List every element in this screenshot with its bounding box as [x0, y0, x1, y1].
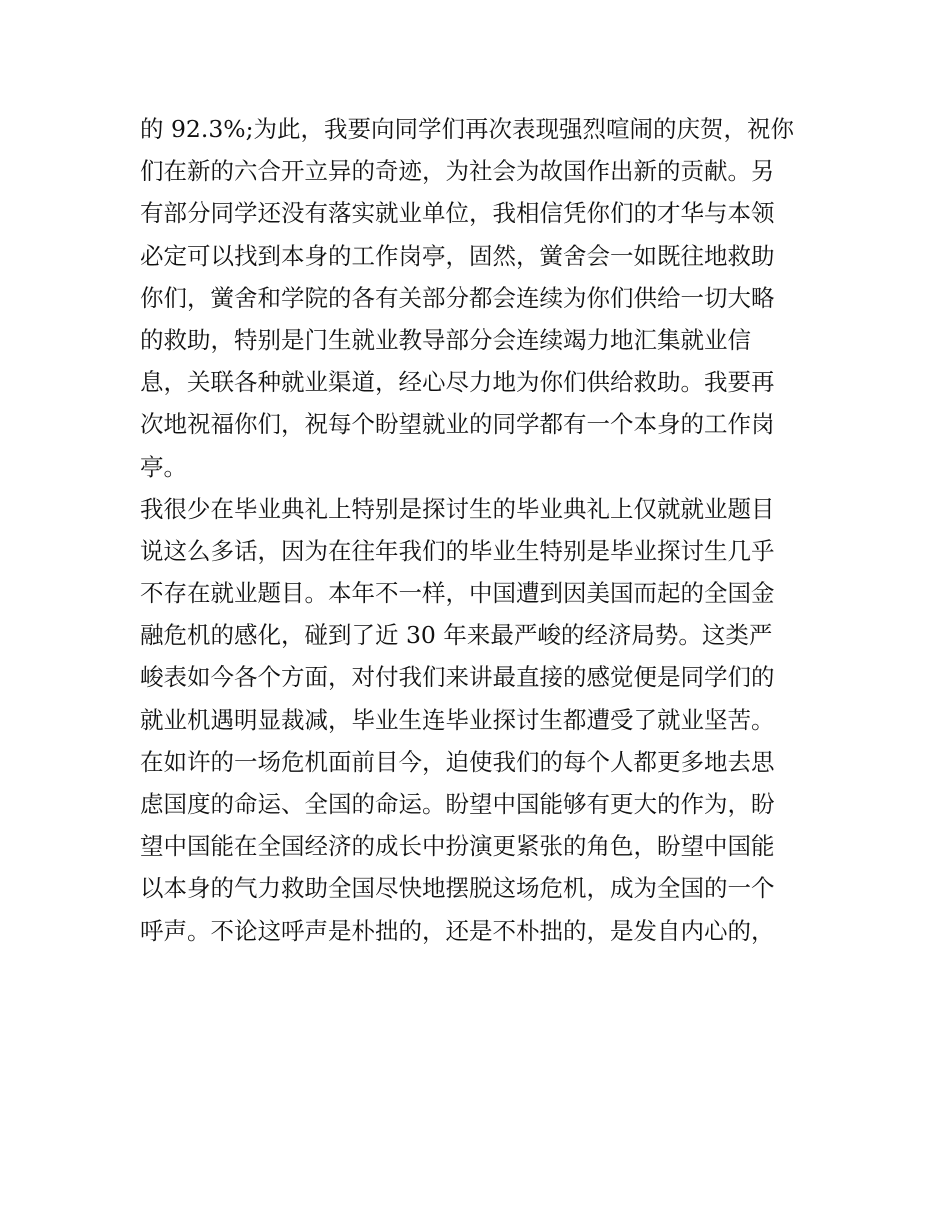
text-line: 息，关联各种就业渠道，经心尽力地为你们供给救助。我要再: [140, 368, 775, 397]
text-line: 有部分同学还没有落实就业单位，我相信凭你们的才华与本领: [140, 199, 775, 228]
text-line: 的救助，特别是门生就业教导部分会连续竭力地汇集就业信: [140, 325, 751, 354]
text-line: 望中国能在全国经济的成长中扮演更紧张的角色，盼望中国能: [140, 832, 775, 861]
text-line: 不存在就业题目。本年不一样，中国遭到因美国而起的全国金: [140, 579, 775, 608]
text-line: 必定可以找到本身的工作岗亭，固然，黉舍会一如既往地救助: [140, 241, 775, 270]
text-line: 说这么多话，因为在往年我们的毕业生特别是毕业探讨生几乎: [140, 536, 775, 565]
text-line: 次地祝福你们，祝每个盼望就业的同学都有一个本身的工作岗: [140, 410, 775, 439]
text-line: 的 92.3%;为此，我要向同学们再次表现强烈喧闹的庆贺，祝你: [140, 115, 795, 143]
text-line: 们在新的六合开立异的奇迹，为社会为故国作出新的贡献。另: [140, 157, 775, 186]
text-line: 融危机的感化，碰到了近 30 年来最严峻的经济局势。这类严: [140, 621, 773, 650]
text-line: 虑国度的命运、全国的命运。盼望中国能够有更大的作为，盼: [140, 790, 775, 818]
body-text: [140, 108, 820, 952]
text-line: 以本身的气力救助全国尽快地摆脱这场危机，成为全国的一个: [140, 874, 775, 903]
text-line: 就业机遇明显裁减，毕业生连毕业探讨生都遭受了就业坚苦。: [140, 705, 775, 734]
text-line: 我很少在毕业典礼上特别是探讨生的毕业典礼上仅就就业题目: [140, 494, 775, 523]
text-line: 峻表如今各个方面，对付我们来讲最直接的感觉便是同学们的: [140, 663, 775, 692]
text-line: 你们，黉舍和学院的各有关部分都会连续为你们供给一切大略: [140, 283, 775, 312]
text-line: 亭。: [140, 452, 187, 481]
text-line: 在如许的一场危机面前目今，迫使我们的每个人都更多地去思: [140, 747, 775, 776]
text-line: 呼声。不论这呼声是朴拙的，还是不朴拙的，是发自内心的，: [140, 916, 775, 945]
